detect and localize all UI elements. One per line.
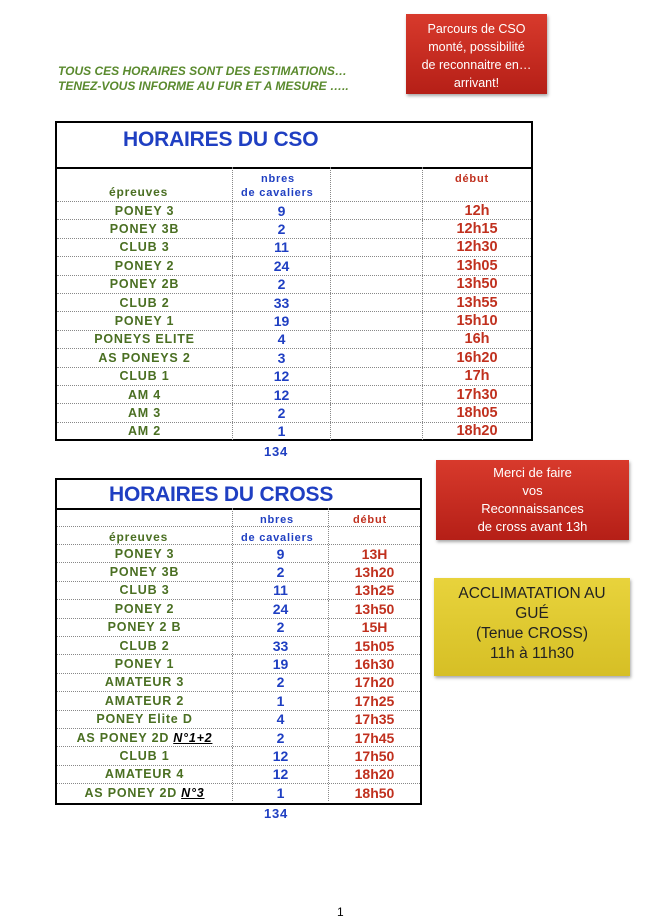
- cavaliers-count-cell: 1: [232, 692, 328, 709]
- cross-note-line: Merci de faire: [493, 465, 572, 480]
- start-time-cell: 17h45: [328, 729, 420, 746]
- cavaliers-count-cell: 2: [232, 619, 328, 636]
- cso-total: 134: [264, 444, 289, 459]
- table-row: [57, 348, 531, 366]
- epreuve-cell: [57, 729, 232, 746]
- table-row: [57, 403, 531, 421]
- epreuve-cell: CLUB 1: [119, 369, 170, 384]
- estimation-notice: [58, 64, 408, 94]
- start-time-cell: 13h20: [328, 563, 420, 580]
- table-row: [57, 367, 531, 385]
- cso-rows: [57, 201, 531, 440]
- cross-total: 134: [264, 806, 289, 821]
- epreuve-name: AS PONEY 2D: [84, 785, 178, 800]
- cso-note-line: monté, possibilité: [428, 40, 525, 54]
- epreuve-name: PONEY 3B: [109, 565, 180, 580]
- cso-table-title: HORAIRES DU CSO: [123, 128, 319, 151]
- epreuve-name: AS PONEY 2D: [76, 730, 170, 745]
- cavaliers-count-cell: 2: [232, 729, 328, 746]
- cavaliers-count-cell: 24: [232, 600, 328, 617]
- start-time-cell: 13h05: [422, 257, 531, 274]
- start-time-cell: 12h30: [422, 239, 531, 256]
- start-time-cell: 16h20: [422, 349, 531, 366]
- epreuve-name: AMATEUR 2: [104, 693, 185, 708]
- epreuve-suffix: N°3: [181, 785, 205, 800]
- cavaliers-count-cell: 11: [232, 239, 330, 256]
- start-time-cell: 13H: [328, 545, 420, 562]
- start-time-cell: 16h30: [328, 655, 420, 672]
- empty-cell: [330, 239, 422, 256]
- epreuve-cell: AS PONEYS 2: [98, 350, 191, 365]
- table-row: [57, 562, 420, 580]
- table-row: [57, 219, 531, 237]
- table-row: [57, 710, 420, 728]
- acclimatation-line: GUÉ: [515, 605, 549, 622]
- epreuve-cell: [57, 747, 232, 764]
- epreuve-name: PONEY 2 B: [107, 620, 182, 635]
- epreuve-name: PONEY 1: [114, 657, 175, 672]
- cavaliers-count-cell: 2: [232, 674, 328, 691]
- table-row: [57, 330, 531, 348]
- epreuve-cell: AM 4: [127, 387, 162, 402]
- epreuve-cell: CLUB 2: [119, 295, 170, 310]
- cavaliers-count-cell: 33: [232, 294, 330, 311]
- cross-col-cavaliers: de cavaliers: [241, 532, 314, 544]
- cross-rows: [57, 544, 420, 801]
- table-row: [57, 654, 420, 672]
- start-time-cell: 16h: [422, 331, 531, 348]
- empty-cell: [330, 423, 422, 440]
- empty-cell: [330, 312, 422, 329]
- start-time-cell: 15h05: [328, 637, 420, 654]
- cross-reconnaissance-note: [436, 460, 629, 540]
- cso-col-epreuves: épreuves: [109, 185, 169, 199]
- epreuve-cell: [57, 674, 232, 691]
- cavaliers-count-cell: 12: [232, 386, 330, 403]
- cavaliers-count-cell: 9: [232, 202, 330, 219]
- cavaliers-count-cell: 12: [232, 368, 330, 385]
- cavaliers-count-cell: 12: [232, 747, 328, 764]
- table-row: [57, 385, 531, 403]
- cso-col-cavaliers: de cavaliers: [241, 187, 314, 199]
- epreuve-cell: [57, 655, 232, 672]
- cso-col-nbres: nbres: [261, 173, 295, 185]
- table-row: [57, 238, 531, 256]
- cavaliers-count-cell: 2: [232, 404, 330, 421]
- table-row: [57, 581, 420, 599]
- epreuve-name: AMATEUR 3: [104, 675, 185, 690]
- empty-cell: [330, 276, 422, 293]
- epreuve-cell: AM 3: [127, 405, 162, 420]
- empty-cell: [330, 220, 422, 237]
- cavaliers-count-cell: 9: [232, 545, 328, 562]
- start-time-cell: 17h: [422, 368, 531, 385]
- epreuve-name: AMATEUR 4: [104, 767, 185, 782]
- table-row: [57, 765, 420, 783]
- cso-note-line: Parcours de CSO: [427, 22, 526, 36]
- cavaliers-count-cell: 4: [232, 711, 328, 728]
- start-time-cell: 18h50: [328, 784, 420, 801]
- table-row: [57, 256, 531, 274]
- notice-line-1: TOUS CES HORAIRES SONT DES ESTIMATIONS…: [58, 64, 347, 78]
- start-time-cell: 12h15: [422, 220, 531, 237]
- cavaliers-count-cell: 19: [232, 312, 330, 329]
- epreuve-cell: [57, 692, 232, 709]
- empty-cell: [330, 386, 422, 403]
- cavaliers-count-cell: 33: [232, 637, 328, 654]
- start-time-cell: 15H: [328, 619, 420, 636]
- table-row: [57, 783, 420, 801]
- start-time-cell: 13h50: [328, 600, 420, 617]
- empty-cell: [330, 404, 422, 421]
- cross-note-line: de cross avant 13h: [477, 519, 588, 534]
- start-time-cell: 17h35: [328, 711, 420, 728]
- table-row: [57, 618, 420, 636]
- epreuve-cell: [57, 545, 232, 562]
- acclimatation-line: 11h à 11h30: [490, 645, 574, 662]
- cross-table-title: HORAIRES DU CROSS: [109, 483, 334, 506]
- epreuve-cell: PONEY 2: [114, 258, 175, 273]
- table-row: [57, 293, 531, 311]
- cavaliers-count-cell: 3: [232, 349, 330, 366]
- cso-note-line: de reconnaitre en…: [421, 58, 532, 72]
- epreuve-cell: [57, 600, 232, 617]
- cavaliers-count-cell: 1: [232, 784, 328, 801]
- page-number: 1: [337, 905, 344, 919]
- acclimatation-line: ACCLIMATATION AU: [458, 585, 606, 602]
- empty-cell: [330, 349, 422, 366]
- epreuve-cell: [57, 563, 232, 580]
- start-time-cell: 17h25: [328, 692, 420, 709]
- cso-col-debut: début: [455, 173, 489, 185]
- epreuve-cell: PONEY 1: [114, 314, 175, 329]
- cavaliers-count-cell: 24: [232, 257, 330, 274]
- table-row: [57, 673, 420, 691]
- epreuve-name: PONEY 3: [114, 546, 175, 561]
- empty-cell: [330, 202, 422, 219]
- table-row: [57, 599, 420, 617]
- acclimatation-note: [434, 578, 630, 676]
- cross-col-nbres: nbres: [260, 514, 294, 526]
- start-time-cell: 17h20: [328, 674, 420, 691]
- epreuve-name: CLUB 3: [119, 583, 170, 598]
- epreuve-cell: [57, 766, 232, 783]
- start-time-cell: 13h55: [422, 294, 531, 311]
- cross-col-debut: début: [353, 514, 387, 526]
- epreuve-name: CLUB 1: [119, 748, 170, 763]
- start-time-cell: 17h50: [328, 747, 420, 764]
- table-row: [57, 422, 531, 440]
- table-row: [57, 728, 420, 746]
- cavaliers-count-cell: 19: [232, 655, 328, 672]
- start-time-cell: 15h10: [422, 312, 531, 329]
- cross-col-epreuves: épreuves: [109, 530, 169, 544]
- cavaliers-count-cell: 4: [232, 331, 330, 348]
- cavaliers-count-cell: 11: [232, 582, 328, 599]
- cavaliers-count-cell: 2: [232, 563, 328, 580]
- epreuve-cell: PONEY 3B: [109, 222, 180, 237]
- table-row: [57, 636, 420, 654]
- start-time-cell: 18h20: [422, 423, 531, 440]
- epreuve-cell: [57, 637, 232, 654]
- cavaliers-count-cell: 2: [232, 220, 330, 237]
- epreuve-name: CLUB 2: [119, 638, 170, 653]
- cross-schedule-table: [55, 478, 422, 805]
- cso-note-line: arrivant!: [453, 76, 500, 90]
- epreuve-cell: [57, 619, 232, 636]
- acclimatation-line: (Tenue CROSS): [476, 625, 588, 642]
- cross-note-line: Reconnaissances: [481, 501, 584, 516]
- table-row: [57, 275, 531, 293]
- cavaliers-count-cell: 1: [232, 423, 330, 440]
- notice-line-2: TENEZ-VOUS INFORME AU FUR ET A MESURE …..: [58, 79, 349, 93]
- start-time-cell: 18h20: [328, 766, 420, 783]
- empty-cell: [330, 368, 422, 385]
- epreuve-cell: [57, 784, 232, 801]
- table-row: [57, 544, 420, 562]
- cso-reconnaissance-note: [406, 14, 547, 94]
- epreuve-suffix: N°1+2: [173, 730, 213, 745]
- empty-cell: [330, 294, 422, 311]
- table-row: [57, 311, 531, 329]
- table-row: [57, 201, 531, 219]
- cross-note-line: vos: [522, 483, 543, 498]
- epreuve-name: PONEY 2: [114, 601, 175, 616]
- start-time-cell: 13h25: [328, 582, 420, 599]
- cavaliers-count-cell: 12: [232, 766, 328, 783]
- epreuve-cell: AM 2: [127, 424, 162, 439]
- epreuve-name: PONEY Elite D: [96, 712, 193, 727]
- table-row: [57, 691, 420, 709]
- start-time-cell: 17h30: [422, 386, 531, 403]
- epreuve-cell: CLUB 3: [119, 240, 170, 255]
- epreuve-cell: [57, 711, 232, 728]
- cavaliers-count-cell: 2: [232, 276, 330, 293]
- empty-cell: [330, 257, 422, 274]
- epreuve-cell: PONEYS ELITE: [94, 332, 195, 347]
- start-time-cell: 12h: [422, 202, 531, 219]
- epreuve-cell: [57, 582, 232, 599]
- cso-schedule-table: [55, 121, 533, 441]
- start-time-cell: 13h50: [422, 276, 531, 293]
- table-row: [57, 746, 420, 764]
- start-time-cell: 18h05: [422, 404, 531, 421]
- epreuve-cell: PONEY 2B: [109, 277, 180, 292]
- empty-cell: [330, 331, 422, 348]
- epreuve-cell: PONEY 3: [114, 203, 175, 218]
